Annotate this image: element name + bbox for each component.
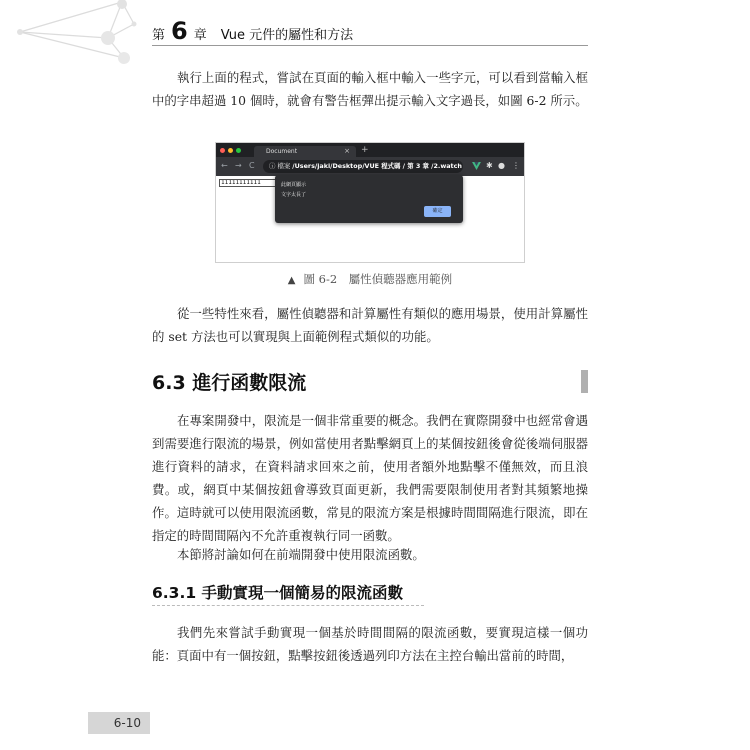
tab-close-icon[interactable]: ×: [344, 147, 350, 155]
subsection-title: [152, 581, 403, 603]
profile-icon[interactable]: ●: [498, 161, 505, 170]
text-input[interactable]: 11111111111: [219, 179, 277, 187]
url-path: /Users/jaki/Desktop/VUE 程式碼 / 第 3 章 /2.watch: [292, 162, 462, 170]
alert-ok-button[interactable]: 確定: [424, 206, 451, 217]
network-decoration: [0, 0, 150, 90]
subsection-rule: [152, 605, 424, 606]
subsection-name: 手動實現一個簡易的限流函數: [201, 584, 404, 602]
menu-icon[interactable]: ⋮: [512, 161, 520, 170]
alert-message: 文字太長了: [281, 192, 307, 198]
alert-title: 此網頁顯示: [281, 182, 307, 188]
paragraph-throttle-intro: 在專案開發中，限流是一個非常重要的概念。我們在實際開發中也經常會遇到需要進行限流的場景，例如當使用者點擊網頁上的某個按鈕後會從後端伺服器進行資料的請求，在資料請求回來之前，使用者額外地點擊不僅無效，而且浪費。或，網頁中某個按鈕會導致頁面更新，我們需要限制使用者對其頻繁地操作。這時就可以使用限流函數，常見的限流方案是根據時間間隔進行限流，即在指定的時間間隔內不允許重複執行同一函數。: [152, 413, 588, 543]
section-number: 6.3: [152, 372, 186, 394]
subsection-number: 6.3.1: [152, 584, 197, 602]
figure-caption: [152, 271, 588, 287]
extensions-icon[interactable]: ✱: [486, 161, 493, 170]
tab-title: Document: [266, 148, 298, 155]
browser-tab[interactable]: [254, 146, 356, 157]
chapter-prefix: 第: [152, 28, 166, 43]
window-minimize-dot[interactable]: [228, 148, 233, 153]
window-close-dot[interactable]: [220, 148, 225, 153]
vue-devtools-icon[interactable]: [472, 162, 481, 170]
browser-toolbar: [216, 157, 524, 176]
figure-screenshot: [215, 142, 525, 263]
header-rule: [152, 45, 588, 46]
browser-chrome: [216, 143, 524, 176]
tab-bar: [216, 143, 524, 157]
section-title: [152, 368, 306, 395]
paragraph-section-scope: 本節將討論如何在前端開發中使用限流函數。: [177, 547, 425, 562]
alert-dialog: [275, 175, 463, 223]
url-scheme: 檔案: [277, 162, 291, 170]
section-bar: [581, 370, 588, 393]
paragraph-comparison: 從一些特性來看，屬性偵聽器和計算屬性有類似的應用場景，使用計算屬性的 set 方法也可以實現與上面範例程式類似的功能。: [152, 306, 588, 344]
chapter-number: 6: [171, 17, 188, 45]
new-tab-icon[interactable]: +: [361, 145, 369, 155]
info-icon: ⓘ: [269, 162, 276, 170]
chapter-title: Vue 元件的屬性和方法: [220, 28, 354, 43]
address-bar[interactable]: [263, 160, 463, 173]
reload-icon[interactable]: C: [249, 161, 255, 170]
chapter-header: [152, 17, 588, 45]
chapter-suffix: 章: [193, 28, 207, 43]
page-number: 6-10: [113, 716, 141, 730]
caption-text: 圖 6-2 屬性偵聽器應用範例: [303, 272, 453, 286]
back-icon[interactable]: ←: [221, 161, 228, 170]
section-name: 進行函數限流: [192, 372, 307, 394]
paragraph-manual-impl: 我們先來嘗試手動實現一個基於時間間隔的限流函數，要實現這樣一個功能：頁面中有一個按鈕，點擊按鈕後透過列印方法在主控台輸出當前的時間，: [152, 625, 588, 663]
forward-icon[interactable]: →: [235, 161, 242, 170]
window-maximize-dot[interactable]: [236, 148, 241, 153]
caption-marker: ▲: [287, 275, 296, 286]
paragraph-intro: 執行上面的程式，嘗試在頁面的輸入框中輸入一些字元，可以看到當輸入框中的字串超過 10 個時，就會有警告框彈出提示輸入文字過長，如圖 6-2 所示。: [152, 70, 588, 108]
